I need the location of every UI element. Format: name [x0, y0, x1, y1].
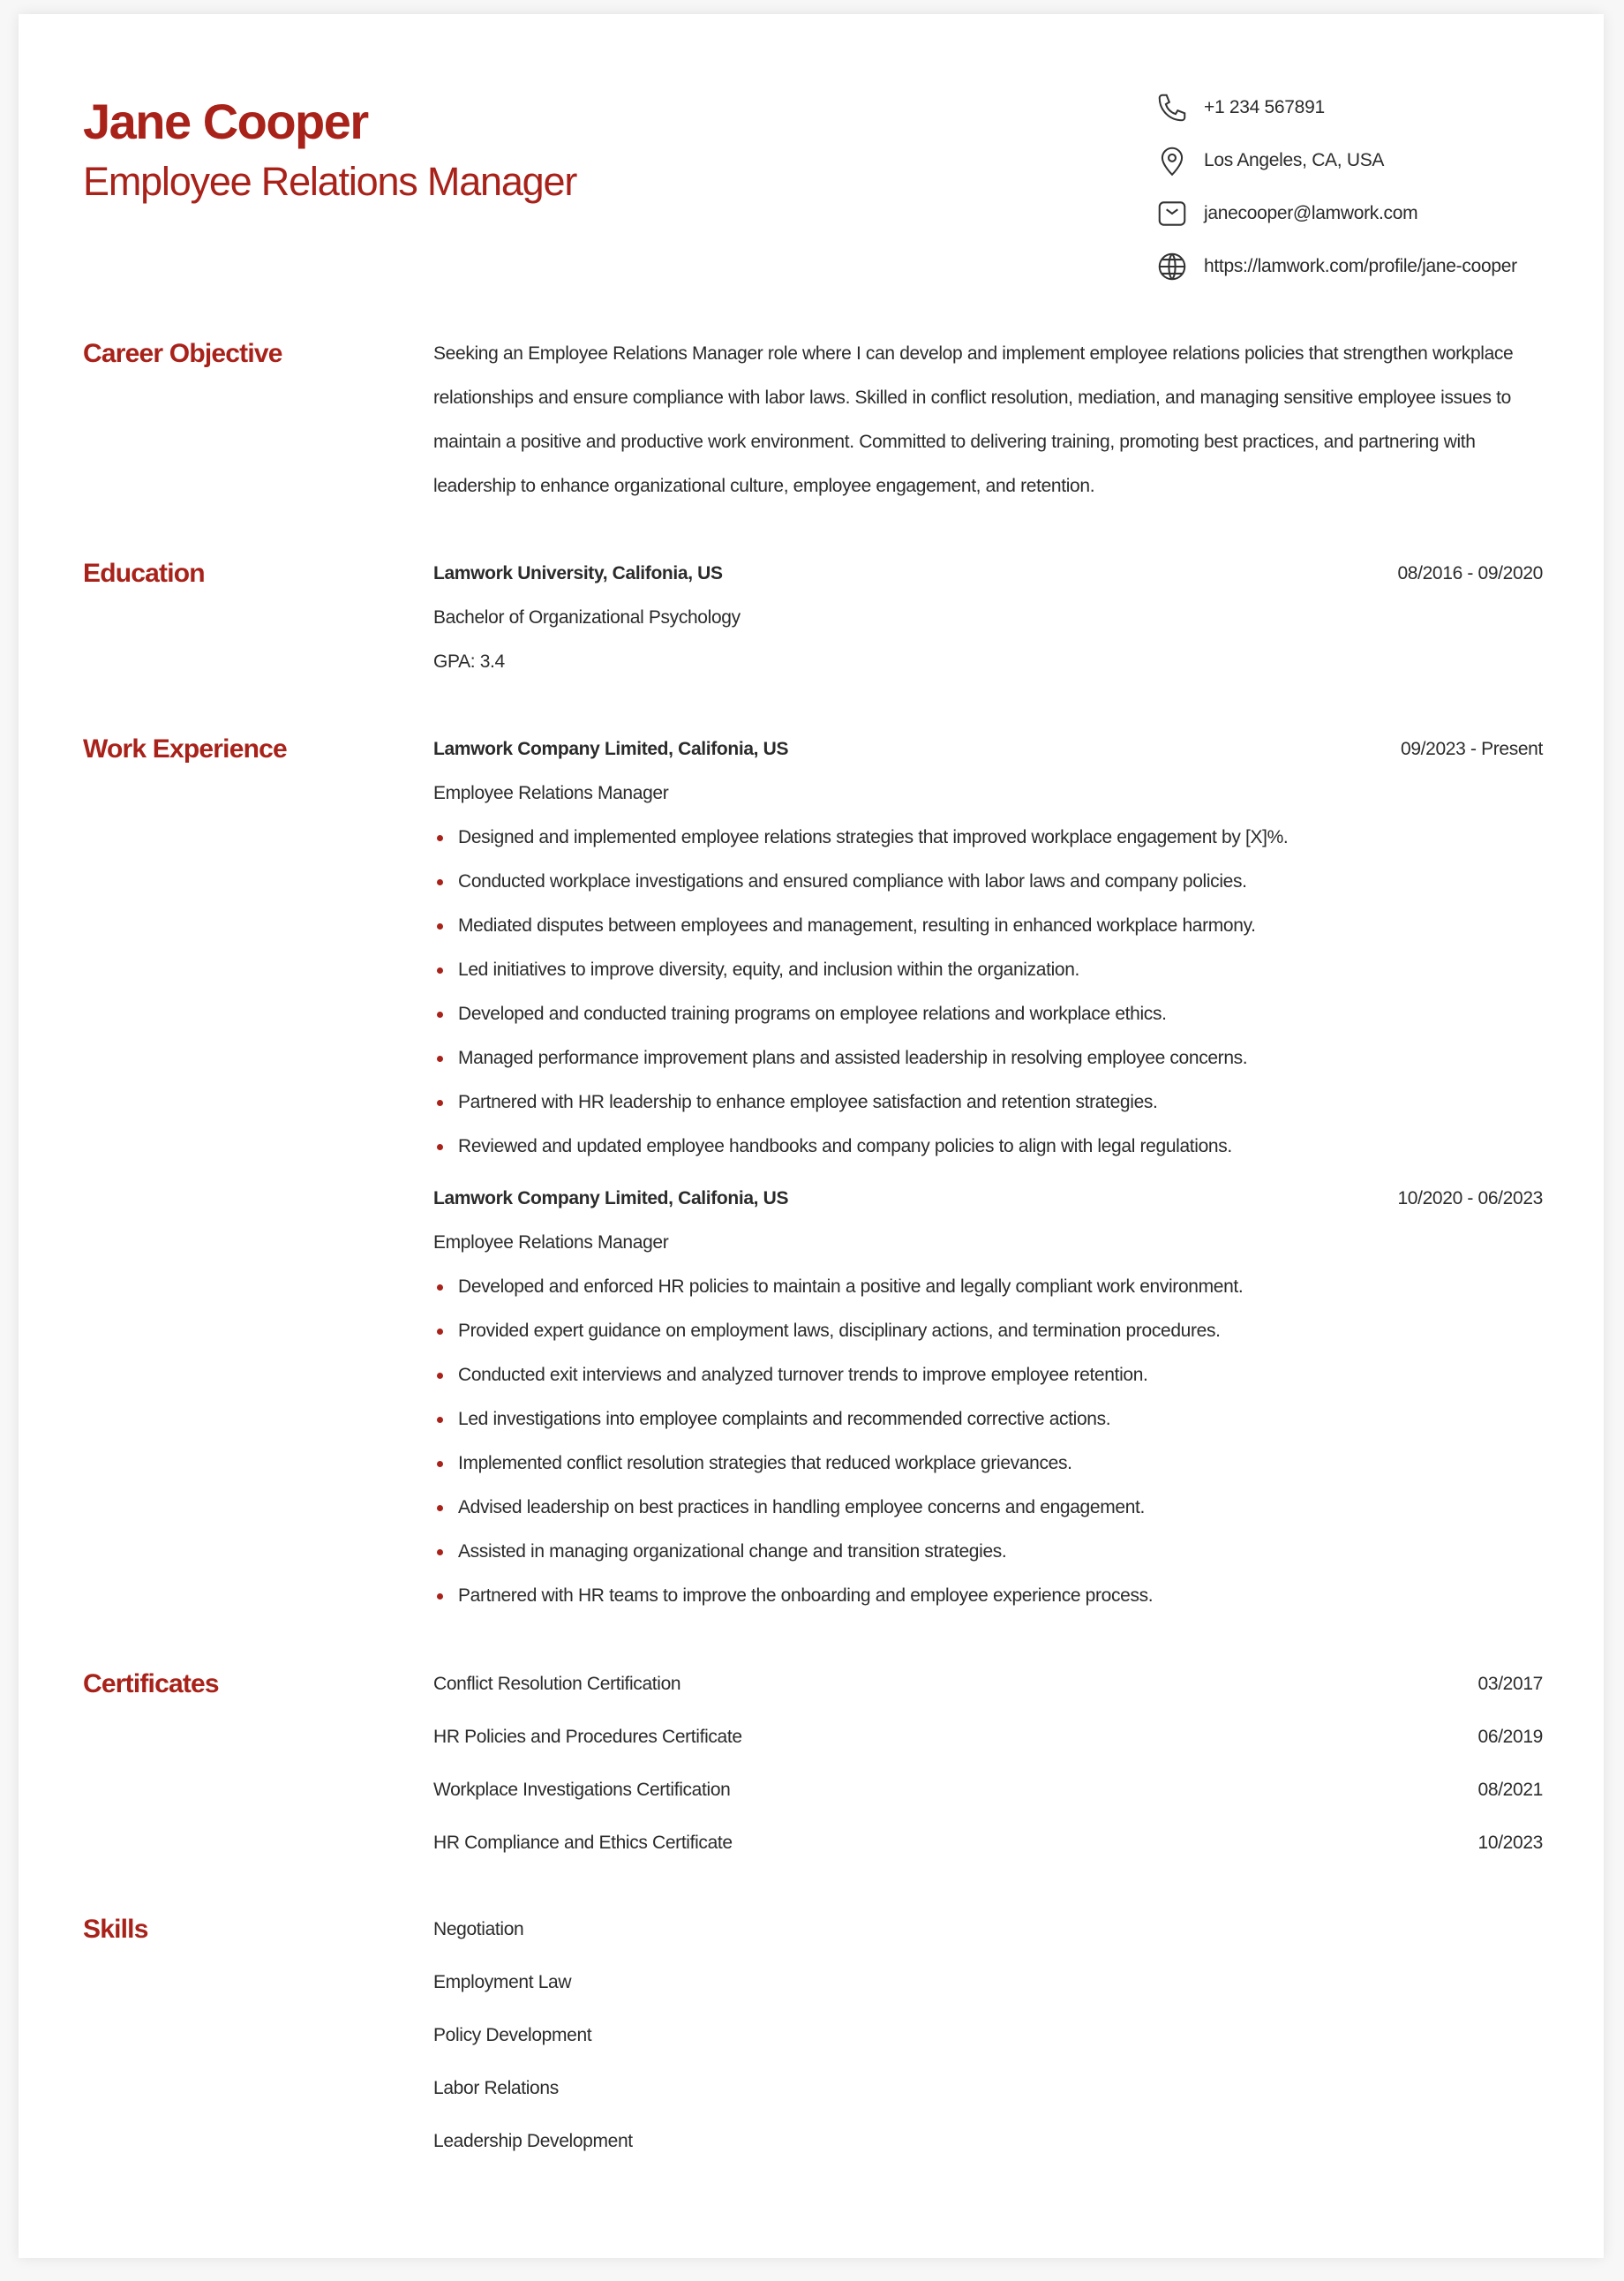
resume-page: [19, 14, 1604, 2258]
job-dates: 10/2020 - 06/2023: [1397, 1188, 1543, 1208]
bullet-item: Conducted workplace investigations and ensured compliance with labor laws and company policies.: [433, 860, 1543, 904]
certificate-date: 08/2021: [1477, 1780, 1543, 1800]
candidate-name: Jane Cooper: [83, 94, 368, 149]
section-work-experience: [83, 727, 1543, 1618]
bullet-item: Designed and implemented employee relations strategies that improved workplace engagement by [X]%.: [433, 816, 1543, 860]
gpa: GPA: 3.4: [433, 651, 505, 672]
email-link[interactable]: janecooper@lamwork.com: [1204, 203, 1418, 223]
section-skills: [83, 1903, 1543, 2168]
contact-website[interactable]: [1155, 240, 1517, 293]
bullet-item: Led investigations into employee complaints and recommended corrective actions.: [433, 1397, 1543, 1442]
certificate-name: Conflict Resolution Certification: [433, 1674, 681, 1694]
contact-list: [1155, 81, 1517, 293]
contact-location: [1155, 134, 1517, 187]
candidate-title: Employee Relations Manager: [83, 159, 577, 204]
website-link[interactable]: https://lamwork.com/profile/jane-cooper: [1204, 256, 1517, 276]
skill-item: Negotiation: [433, 1919, 524, 1939]
job-header: [433, 727, 1543, 772]
resume-header: [83, 14, 1543, 332]
contact-phone: [1155, 81, 1517, 134]
job-role: Employee Relations Manager: [433, 1232, 669, 1253]
certificate-name: Workplace Investigations Certification: [433, 1780, 731, 1800]
globe-icon: [1155, 250, 1189, 283]
section-certificates: [83, 1658, 1543, 1870]
bullet-item: Partnered with HR teams to improve the onboarding and employee experience process.: [433, 1574, 1543, 1618]
job-bullets: [433, 1265, 1543, 1618]
certificate-name: HR Compliance and Ethics Certificate: [433, 1833, 733, 1853]
degree: Bachelor of Organizational Psychology: [433, 607, 741, 628]
section-career-objective: [83, 332, 1543, 508]
bullet-item: Conducted exit interviews and analyzed turnover trends to improve employee retention.: [433, 1353, 1543, 1397]
bullet-item: Led initiatives to improve diversity, equity, and inclusion within the organization.: [433, 948, 1543, 992]
bullet-item: Implemented conflict resolution strategies that reduced workplace grievances.: [433, 1442, 1543, 1486]
job-dates: 09/2023 - Present: [1401, 739, 1543, 759]
bullet-item: Mediated disputes between employees and management, resulting in enhanced workplace harmony.: [433, 904, 1543, 948]
bullet-item: Developed and conducted training programs on employee relations and workplace ethics.: [433, 992, 1543, 1036]
section-heading: Certificates: [83, 1669, 219, 1698]
mail-icon: [1155, 197, 1189, 230]
certificate-date: 10/2023: [1477, 1833, 1543, 1853]
skill-item: Leadership Development: [433, 2131, 633, 2151]
contact-email[interactable]: [1155, 187, 1517, 240]
certificate-item: [433, 1817, 1543, 1870]
phone-icon: [1155, 91, 1189, 124]
job-role: Employee Relations Manager: [433, 783, 669, 803]
skill-item: Labor Relations: [433, 2078, 559, 2098]
certificate-item: [433, 1764, 1543, 1817]
bullet-item: Partnered with HR leadership to enhance employee satisfaction and retention strategies.: [433, 1080, 1543, 1125]
certificate-name: HR Policies and Procedures Certificate: [433, 1727, 742, 1747]
company-name: Lamwork Company Limited, Califonia, US: [433, 739, 789, 759]
bullet-item: Assisted in managing organizational change and transition strategies.: [433, 1530, 1543, 1574]
education-dates: 08/2016 - 09/2020: [1397, 563, 1543, 583]
bullet-item: Reviewed and updated employee handbooks and company policies to align with legal regulations.: [433, 1125, 1543, 1169]
career-objective-text: Seeking an Employee Relations Manager role where I can develop and implement employee relations policies that strengthen workplace relationships and ensure compliance with labor laws. Skilled in conflict resolution, mediation, and managing sensitive employee issues to maintain a positive and productive work environment. Committed to delivering training, promoting best practices, and partnering with leadership to enhance organizational culture, employee engagement, and retention.: [433, 343, 1514, 496]
certificate-item: [433, 1658, 1543, 1711]
bullet-item: Managed performance improvement plans and assisted leadership in resolving employee concerns.: [433, 1036, 1543, 1080]
job-header: [433, 1177, 1543, 1221]
school-name: Lamwork University, Califonia, US: [433, 563, 723, 583]
company-name: Lamwork Company Limited, Califonia, US: [433, 1188, 789, 1208]
bullet-item: Provided expert guidance on employment laws, disciplinary actions, and termination procedures.: [433, 1309, 1543, 1353]
certificate-item: [433, 1711, 1543, 1764]
location-text: Los Angeles, CA, USA: [1204, 150, 1385, 170]
job-entry: [433, 1177, 1543, 1618]
bullet-item: Developed and enforced HR policies to maintain a positive and legally compliant work environment.: [433, 1265, 1543, 1309]
certificate-date: 03/2017: [1477, 1674, 1543, 1694]
section-heading: Work Experience: [83, 734, 287, 764]
section-heading: Education: [83, 559, 205, 588]
skill-item: Policy Development: [433, 2025, 592, 2045]
location-pin-icon: [1155, 144, 1189, 177]
section-heading: Skills: [83, 1915, 148, 1944]
phone-text: +1 234 567891: [1204, 97, 1325, 117]
skill-item: Employment Law: [433, 1972, 572, 1992]
certificate-date: 06/2019: [1477, 1727, 1543, 1747]
bullet-item: Advised leadership on best practices in handling employee concerns and engagement.: [433, 1486, 1543, 1530]
job-bullets: [433, 816, 1543, 1169]
section-education: [83, 552, 1543, 684]
job-entry: [433, 727, 1543, 1169]
section-heading: Career Objective: [83, 339, 282, 368]
